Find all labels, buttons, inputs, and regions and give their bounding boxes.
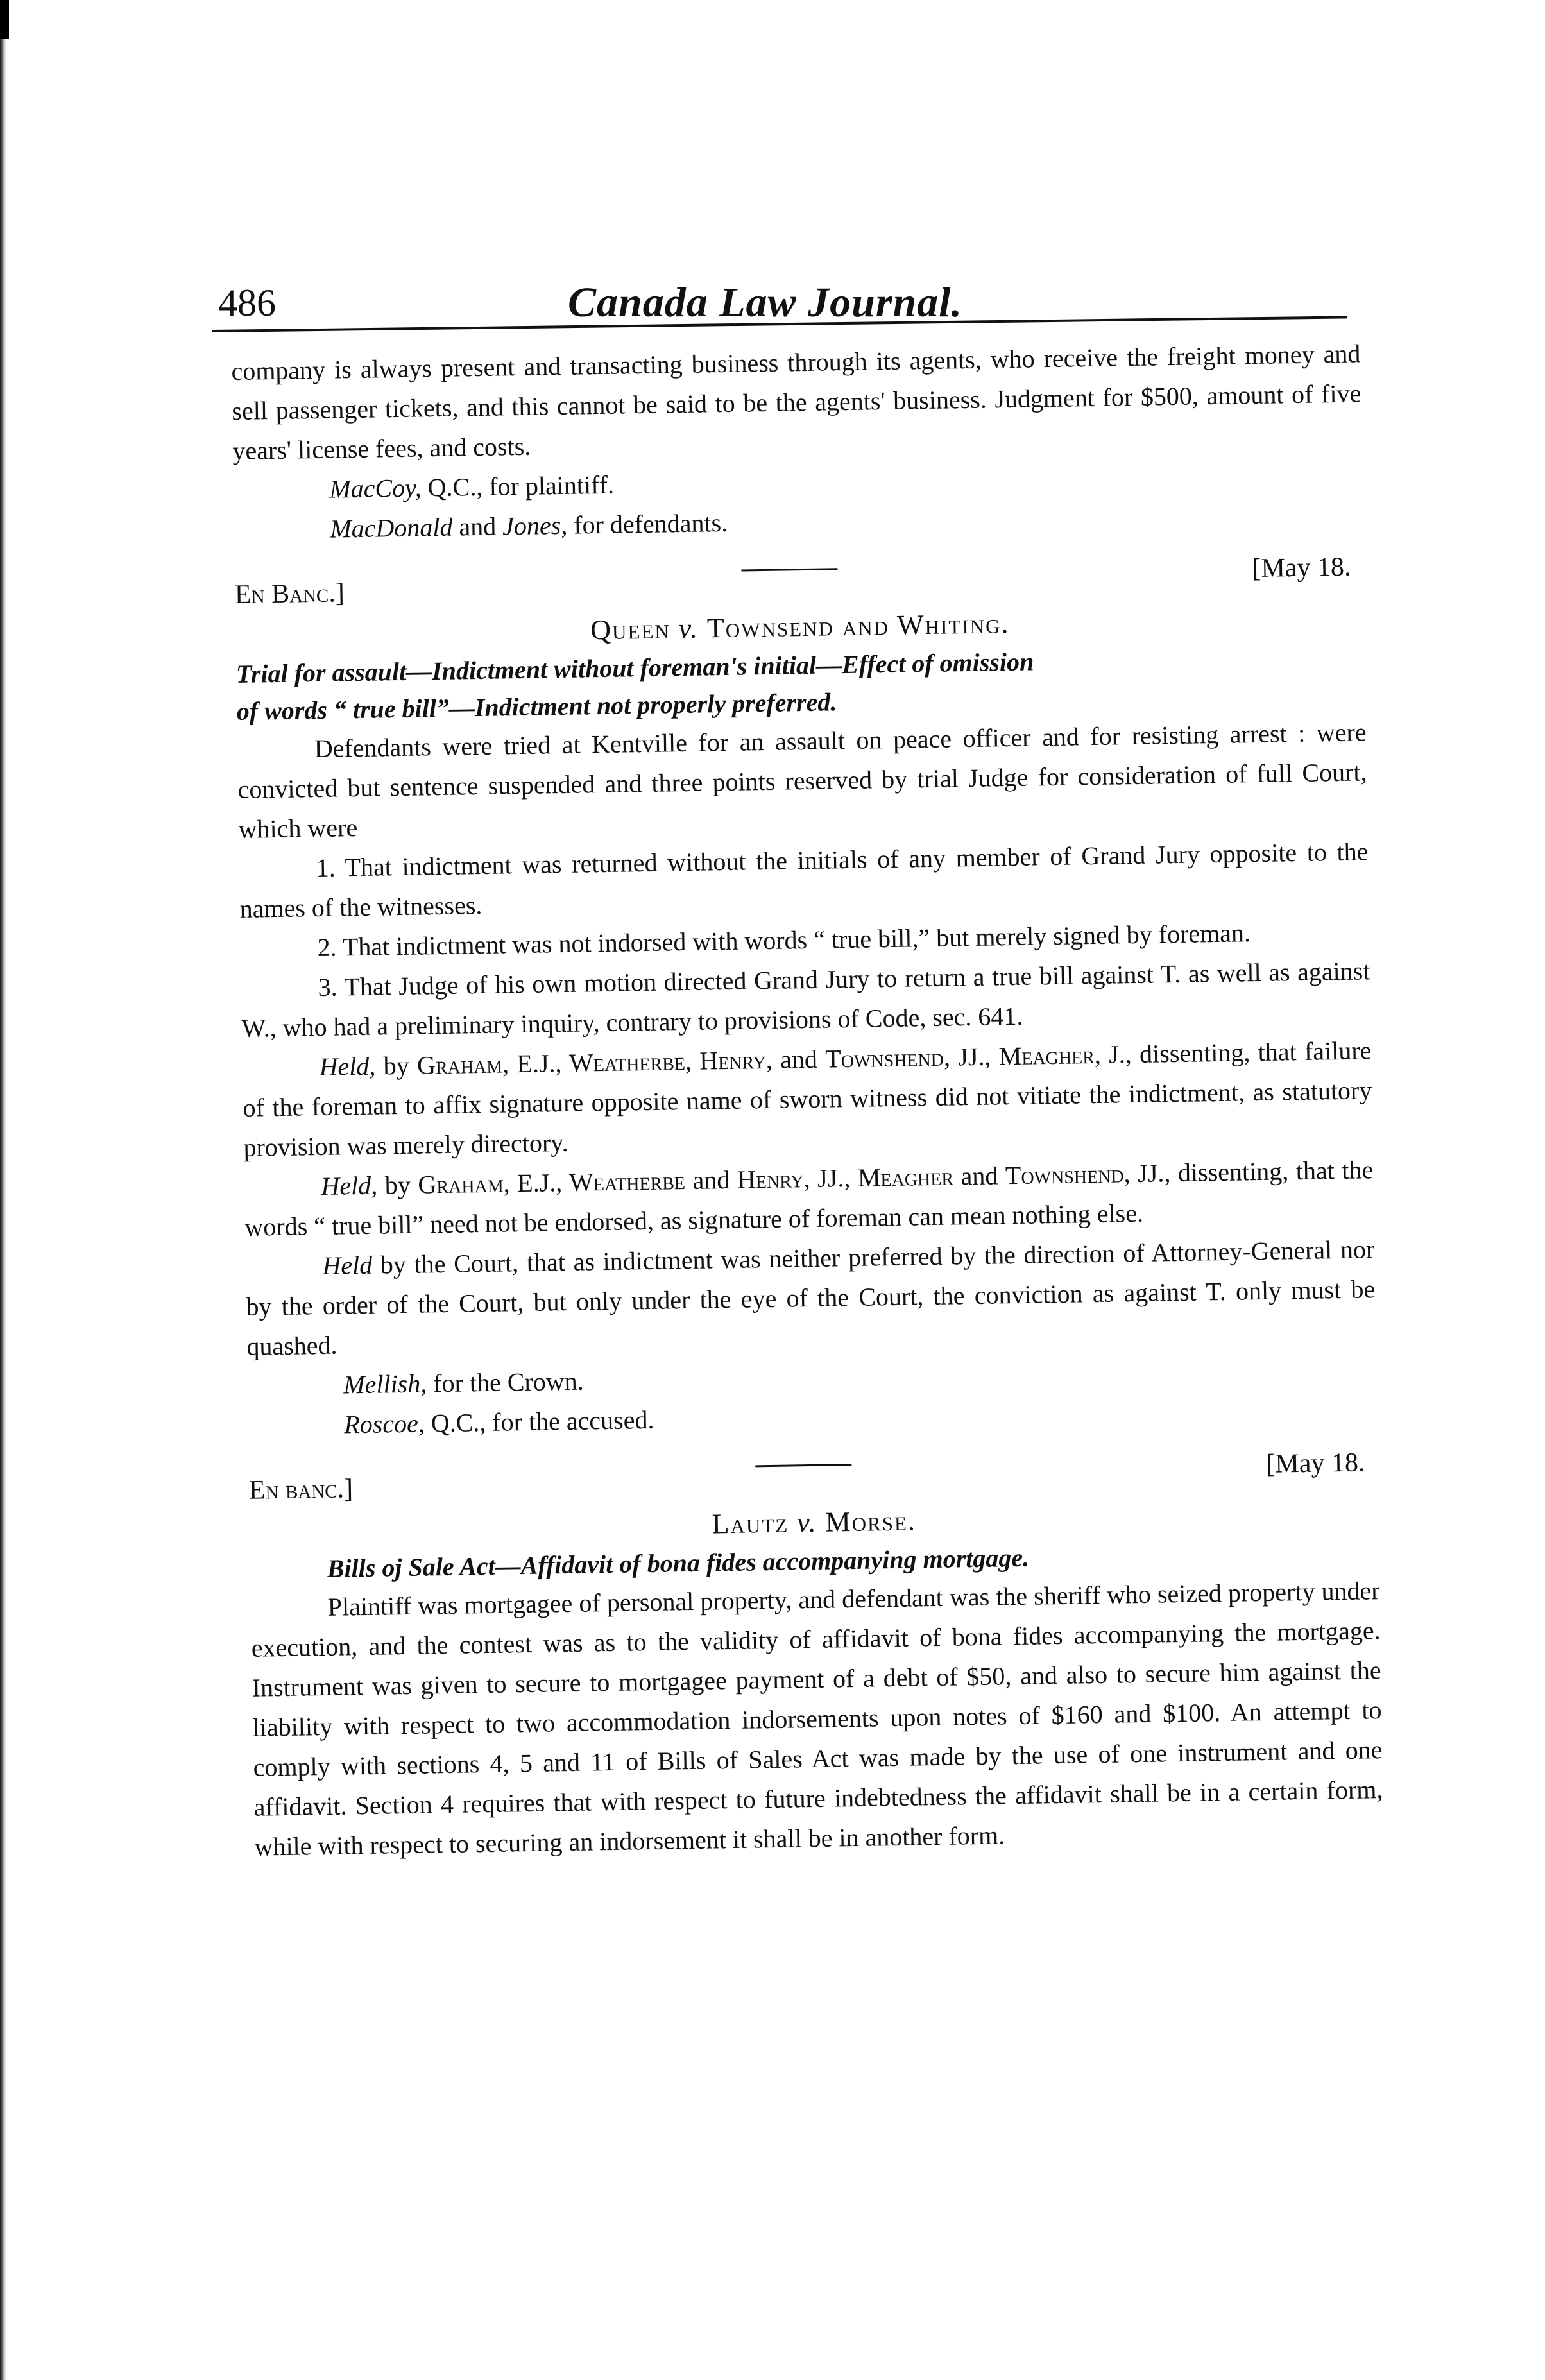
- page-number: 486: [218, 282, 276, 324]
- counsel-conjunction: and: [452, 511, 503, 542]
- held-label: Held,: [321, 1170, 378, 1201]
- case1-point-1: 1. That indictment was returned without the initials of any member of Grand Jury opposite to the names of the witnesses.: [239, 837, 1369, 923]
- page-binding-edge: [0, 0, 6, 2380]
- case1-date: [May 18.: [1252, 552, 1351, 584]
- counsel-role: Q.C., for the accused.: [424, 1405, 654, 1438]
- held-text: dissenting, that failure of the foreman to affix signature opposite name of sworn witness did not vitiate the indictment, as statutory provision was merely directory.: [243, 1036, 1372, 1162]
- case2-separator-rule: [755, 1464, 851, 1467]
- counsel-role: for defendants.: [567, 508, 728, 540]
- held-and: and: [685, 1165, 738, 1195]
- page-body: [231, 334, 1384, 1867]
- intro-paragraph: company is always present and transacting business through its agents, who receive the freight money and sell passenger tickets, and this cannot be said to be the agents' business. Judgment for $500, amount of five years' license fees, and costs.: [231, 339, 1361, 465]
- case1-court: En Banc.]: [234, 578, 345, 610]
- held-judges: Graham, E.J., Weatherbe: [418, 1166, 686, 1199]
- held-label: Held,: [319, 1051, 376, 1081]
- case1-held-1: [242, 1031, 1373, 1168]
- counsel-name: MacCoy,: [329, 473, 422, 504]
- counsel-name: Mellish,: [343, 1369, 427, 1400]
- held-text: by the Court, that as indictment was neither preferred by the direction of Attorney-General nor by the order of the Court, but only under the eye of the Court, the conviction as against T. only must be quashed.: [246, 1235, 1376, 1361]
- case1-facts: Defendants were tried at Kentville for an assault on peace officer and for resisting arrest : were convicted but sentence suspended and three points reserved by trial Judge for consideration of full Court, which were: [237, 717, 1367, 844]
- case2-versus: v.: [788, 1506, 826, 1539]
- case1-versus: v.: [670, 612, 708, 645]
- held-judges: Townshend, JJ.,: [1005, 1158, 1171, 1190]
- case1-separator-rule: [741, 568, 837, 571]
- running-title: Canada Law Journal.: [568, 279, 962, 326]
- counsel-name: Roscoe,: [343, 1408, 425, 1439]
- case1-party-b: Townsend and Whiting.: [706, 607, 1010, 644]
- case2-party-a: Lautz: [712, 1507, 789, 1540]
- held-label: Held: [322, 1250, 373, 1280]
- case1-held-3: [245, 1229, 1376, 1367]
- held-and: and: [953, 1161, 1006, 1191]
- case2-date: [May 18.: [1266, 1448, 1365, 1479]
- case2-party-b: Morse.: [825, 1505, 917, 1538]
- page-corner-mark: [0, 0, 9, 39]
- held-by: by: [375, 1050, 418, 1081]
- counsel-role: Q.C., for plaintiff.: [421, 470, 615, 502]
- counsel-role: for the Crown.: [426, 1366, 585, 1398]
- case1-point-2: 2. That indictment was not indorsed with words “ true bill,” but merely signed by foreman.: [317, 918, 1251, 962]
- counsel-name: Jones,: [502, 510, 568, 541]
- held-judges: Townshend, JJ., Meagher, J.,: [824, 1040, 1132, 1074]
- case1-party-a: Queen: [590, 613, 671, 646]
- page-header: [212, 277, 1347, 329]
- held-judges: Graham, E.J., Weatherbe, Henry,: [416, 1045, 773, 1080]
- held-judges: Henry, JJ., Meagher: [737, 1161, 954, 1194]
- case2-headnote: Bills oj Sale Act—Affidavit of bona fides accompanying mortgage.: [327, 1543, 1030, 1583]
- case2-court: En banc.]: [248, 1474, 354, 1505]
- held-text: dissenting, that the words “ true bill” need not be endorsed, as signature of foreman can mean nothing else.: [244, 1155, 1374, 1242]
- case1-headnote-line1: Trial for assault—Indictment without foreman's initial—Effect of omission: [235, 647, 1034, 689]
- counsel-name: MacDonald: [330, 512, 453, 544]
- held-by: by: [377, 1170, 418, 1200]
- case1-point-3: 3. That Judge of his own motion directed Grand Jury to return a true bill against T. as well as against W., who had a preliminary inquiry, contrary to provisions of Code, sec. 641.: [241, 956, 1370, 1043]
- held-and: and: [772, 1044, 826, 1074]
- case2-body: Plaintiff was mortgagee of personal property, and defendant was the sheriff who seized property under execution, and the contest was as to the validity of affidavit of bona fides accompanying the mortgage. Instrument was given to secure to mortgagee payment of a debt of $50, and also to secure him against the liability with respect to two accommodation indorsements upon notes of $160 and $100. An attempt to comply with sections 4, 5 and 11 of Bills of Sales Act was made by the use of one instrument and one affidavit. Section 4 requires that with respect to future indebtedness the affidavit shall be in a certain form, while with respect to securing an indorsement it shall be in another form.: [251, 1576, 1383, 1862]
- case1-headnote-line2: of words “ true bill”—Indictment not properly preferred.: [236, 687, 837, 726]
